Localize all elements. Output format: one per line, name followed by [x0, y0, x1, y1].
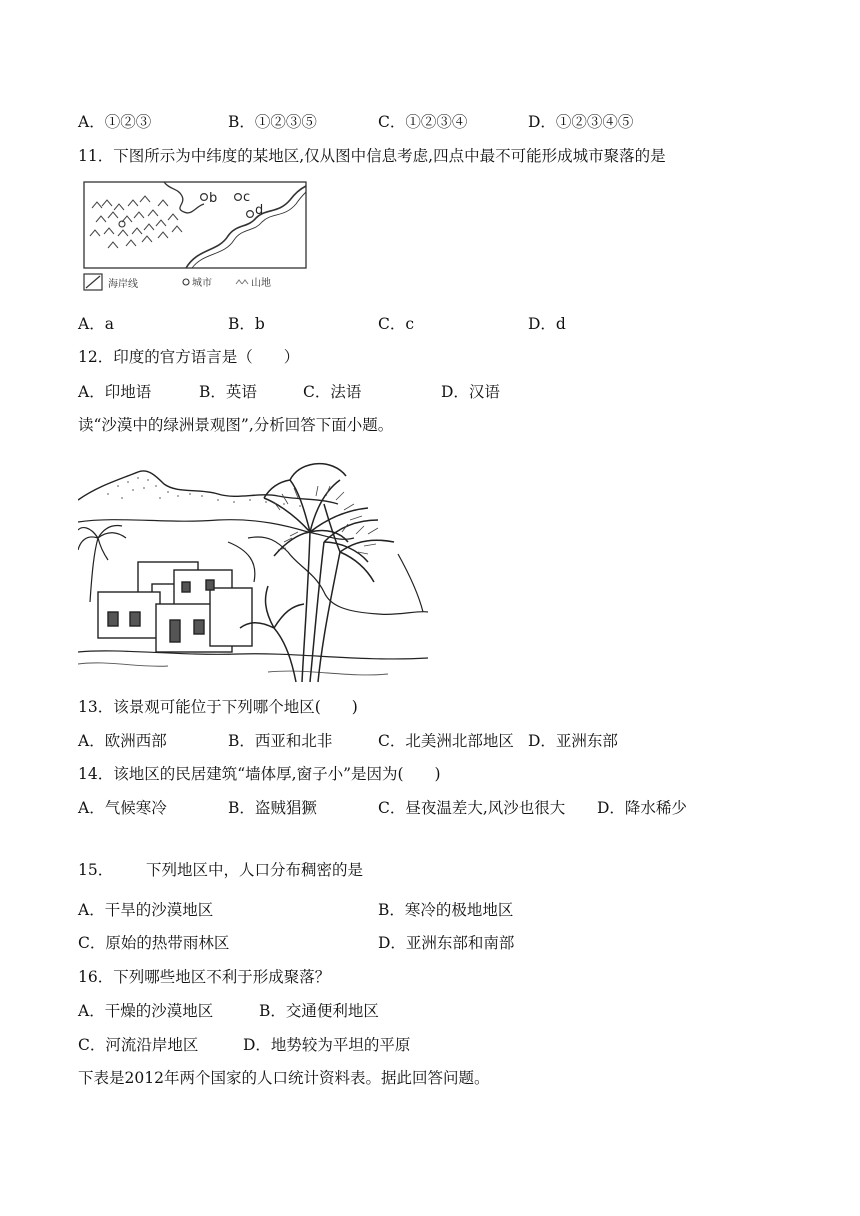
q13-option-a: A．欧洲西部	[78, 732, 167, 750]
q16-option-d: D．地势较为平坦的平原	[243, 1036, 411, 1054]
q11-option-a: A．a	[78, 315, 114, 333]
q15-stem: 下列地区中，人口分布稠密的是	[146, 861, 364, 879]
q14-option-d: D．降水稀少	[597, 799, 687, 817]
q13-option-c: C．北美洲北部地区	[378, 732, 514, 750]
q14-option-b: B．盗贼猖獗	[228, 799, 317, 817]
mud-brick-houses	[98, 562, 252, 652]
q11-option-c: C．c	[378, 315, 415, 333]
q10-option-a: A．①②③	[78, 113, 152, 131]
q16-stem: 16．下列哪些地区不利于形成聚落？	[78, 968, 331, 986]
q12-option-a: A．印地语	[78, 383, 152, 401]
map-label-b: b	[209, 191, 218, 206]
q12-option-b: B．英语	[199, 383, 257, 401]
q10-option-c: C．①②③④	[378, 113, 468, 131]
q15-option-d: D．亚洲东部和南部	[378, 934, 515, 952]
reading-prompt: 读“沙漠中的绿洲景观图”,分析回答下面小题。	[78, 416, 394, 434]
legend-coastline-label: 海岸线	[108, 279, 138, 290]
river-line	[164, 182, 204, 213]
q11-option-d: D．d	[528, 315, 566, 333]
q11-option-b: B．b	[228, 315, 265, 333]
q13-stem: 13．该景观可能位于下列哪个地区( )	[78, 698, 358, 716]
q16-option-b: B．交通便利地区	[259, 1002, 379, 1020]
desert-hills	[78, 471, 338, 504]
q15-number: 15．	[78, 861, 114, 879]
left-palm-tree	[78, 526, 126, 603]
q16-option-a: A．干燥的沙漠地区	[78, 1002, 214, 1020]
q15-option-b: B．寒冷的极地地区	[378, 901, 514, 919]
q16-option-c: C．河流沿岸地区	[78, 1036, 199, 1054]
desert-oasis-figure	[78, 442, 428, 688]
q15-option-a: A．干旱的沙漠地区	[78, 901, 214, 919]
legend-mountain-label: 山地	[251, 278, 271, 289]
legend-city-label: 城市	[192, 278, 212, 289]
q12-option-c: C．法语	[303, 383, 362, 401]
map-label-c: c	[243, 190, 251, 205]
coastline-map-figure	[78, 178, 310, 294]
map-label-d: d	[255, 203, 264, 218]
q13-option-b: B．西亚和北非	[228, 732, 333, 750]
q11-stem: 11．下图所示为中纬度的某地区,仅从图中信息考虑,四点中最不可能形成城市聚落的是	[78, 147, 666, 165]
q12-option-d: D．汉语	[441, 383, 500, 401]
q13-option-d: D．亚洲东部	[528, 732, 618, 750]
map-legend	[84, 274, 271, 290]
q14-stem: 14．该地区的民居建筑“墙体厚,窗子小”是因为( )	[78, 765, 441, 783]
table-intro: 下表是2012年两个国家的人口统计资料表。据此回答问题。	[78, 1069, 490, 1087]
q12-stem: 12．印度的官方语言是（ ）	[78, 348, 300, 366]
mountain-symbols	[90, 196, 182, 248]
mountain-legend-icon	[236, 280, 248, 284]
q15-option-c: C．原始的热带雨林区	[78, 934, 230, 952]
city-legend-icon	[183, 279, 189, 285]
q10-option-b: B．①②③⑤	[228, 113, 317, 131]
q14-option-a: A．气候寒冷	[78, 799, 167, 817]
q10-option-d: D．①②③④⑤	[528, 113, 634, 131]
tall-palm-trees	[240, 464, 394, 682]
q14-option-c: C．昼夜温差大,风沙也很大	[378, 799, 566, 817]
